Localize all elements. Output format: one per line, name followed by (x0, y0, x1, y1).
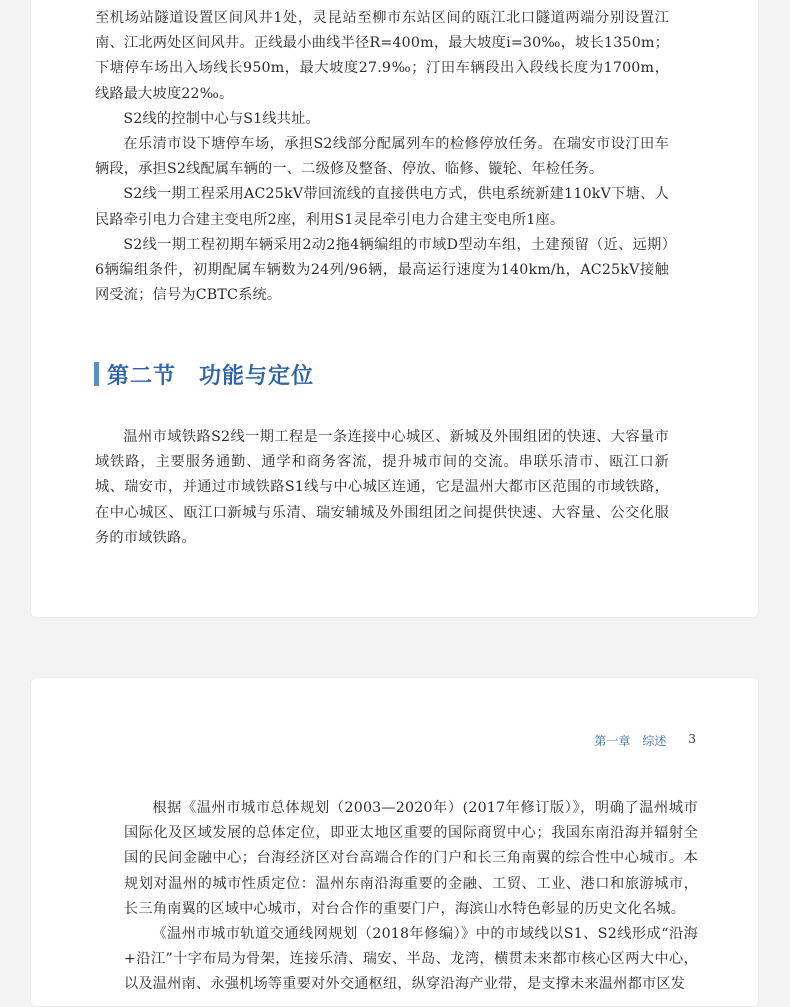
section-body-text (95, 425, 669, 551)
paragraph-master-plan: 根据《温州市城市总体规划（2003—2020年）(2017年修订版）》，明确了温州城市国际化及区域发展的总体定位，即亚太地区重要的国际商贸中心；我国东南沿海并辐射全国的民间金融中心；台海经济区对台高端合作的门户和长三角南翼的综合性中心城市。本规划对温州的城市性质定位：温州东南沿海重要的金融、工贸、工业、港口和旅游城市，长三角南翼的区域中心城市，对台合作的重要门户，海滨山水特色彰显的历史文化名城。 (124, 800, 698, 917)
paragraph-network-plan: 《温州市城市轨道交通线网规划（2018年修编）》中的市域线以S1、S2线形成“沿海+沿江”十字布局为骨架，连接乐清、瑞安、半岛、龙湾，横贯未来都市核心区两大中心，以及温州南、永强机场等重要对外交通枢纽，纵穿沿海产业带，是支撑未来温州都市区发 (124, 926, 698, 993)
chapter-title: 第一章 综述 (594, 734, 667, 748)
section-heading (94, 361, 314, 387)
page-number: 3 (688, 732, 696, 746)
running-header (594, 732, 696, 749)
paragraph-line-params: 至机场站隧道设置区间风井1处，灵昆站至柳市东站区间的瓯江北口隧道两端分别设置江南、江北两处区间风井。正线最小曲线半径R=400m，最大坡度i=30‰，坡长1350m；下塘停车场出入场线长950m，最大坡度27.9‰；汀田车辆段出入段线长度为1700m，线路最大坡度22‰。 (95, 10, 669, 102)
upper-body-text (95, 6, 669, 308)
paragraph-power-supply: S2线一期工程采用AC25kV带回流线的直接供电方式，供电系统新建110kV下塘、人民路牵引电力合建主变电所2座，利用S1灵昆牵引电力合建主变电所1座。 (95, 186, 669, 228)
lower-body-text (124, 796, 698, 998)
paragraph-control-center: S2线的控制中心与S1线共址。 (123, 110, 320, 127)
section-title: 第二节 功能与定位 (107, 363, 315, 389)
section-heading-bar (94, 362, 99, 386)
paragraph-function-positioning: 温州市域铁路S2线一期工程是一条连接中心城区、新城及外围组团的快速、大容量市域铁路，主要服务通勤、通学和商务客流，提升城市间的交流。串联乐清市、瓯江口新城、瑞安市，并通过市域铁路S1线与中心城区连通，它是温州大都市区范围的市域铁路，在中心城区、瓯江口新城与乐清、瑞安辅城及外围组团之间提供快速、大容量、公交化服务的市域铁路。 (95, 429, 669, 546)
paragraph-rolling-stock: S2线一期工程初期车辆采用2动2拖4辆编组的市域D型动车组，土建预留（近、远期）6辆编组条件，初期配属车辆数为24列/96辆，最高运行速度为140km/h，AC25kV接触网受流；信号为CBTC系统。 (95, 236, 669, 304)
paragraph-depots: 在乐清市设下塘停车场，承担S2线部分配属列车的检修停放任务。在瑞安市设汀田车辆段，承担S2线配属车辆的一、二级修及整备、停放、临修、镟轮、年检任务。 (95, 136, 669, 178)
page-lower (30, 677, 759, 1007)
page-upper (30, 0, 759, 618)
